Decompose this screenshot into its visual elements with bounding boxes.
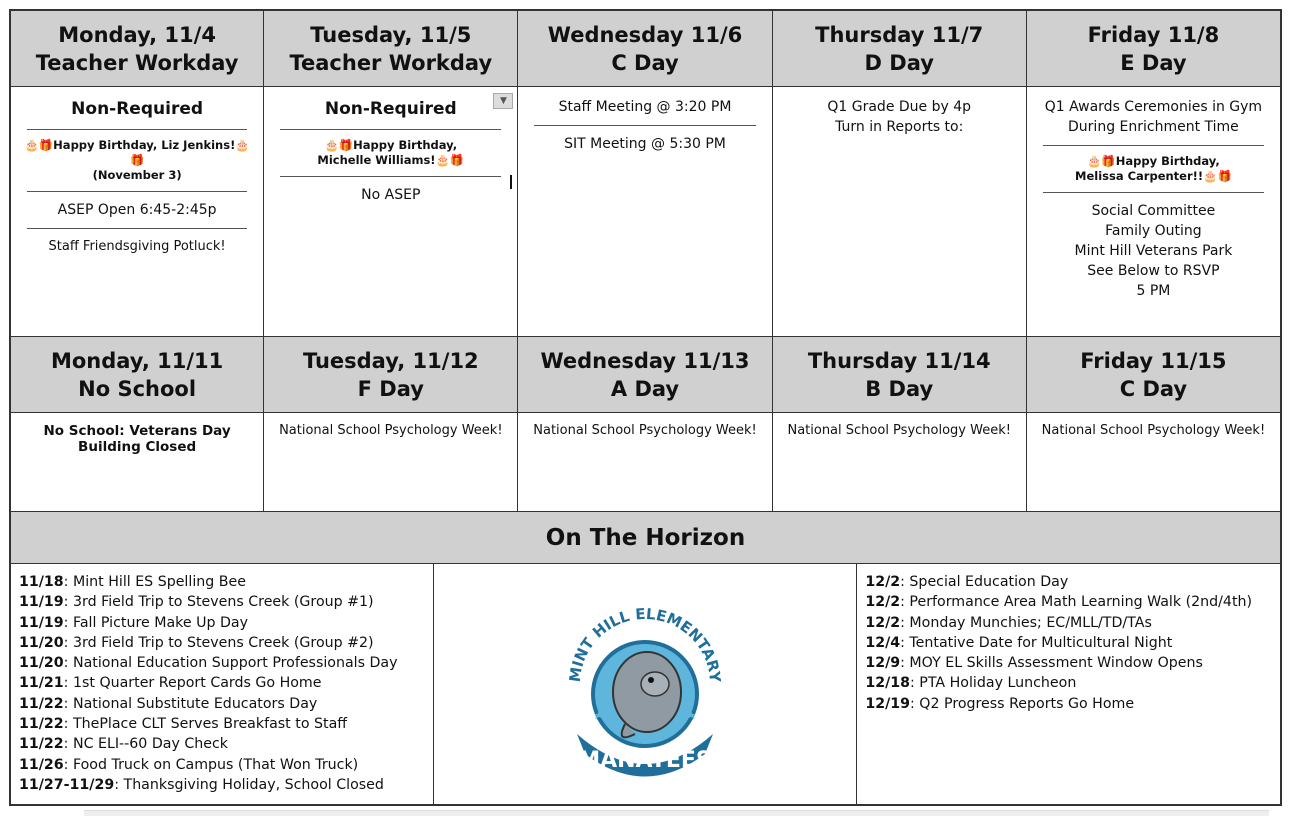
social-line: 5 PM (1136, 283, 1171, 299)
divider (280, 129, 501, 130)
social-line: Social Committee (1091, 203, 1216, 219)
list-item: 11/22: ThePlace CLT Serves Breakfast to Staff (19, 716, 348, 733)
day-header-mon-11-11 (11, 337, 264, 413)
birthday-line: 🎂🎁Happy Birthday, (1087, 154, 1220, 168)
day-cell-fri-11-15[interactable] (1027, 413, 1280, 512)
day-type: C Day (611, 50, 679, 75)
list-item: 11/26: Food Truck on Campus (That Won Truck) (19, 756, 359, 773)
divider (280, 176, 501, 177)
day-cell-mon-11-11[interactable] (11, 413, 264, 512)
horizon-row (11, 564, 1280, 804)
day-date: Thursday 11/7 (815, 22, 984, 47)
divider (534, 125, 755, 126)
social-line: See Below to RSVP (1087, 263, 1220, 279)
list-item: 11/21: 1st Quarter Report Cards Go Home (19, 675, 322, 692)
non-required-label: Non-Required (71, 99, 204, 119)
divider (1043, 145, 1264, 146)
day-cell-thu-11-14[interactable] (773, 413, 1027, 512)
list-item: 12/9: MOY EL Skills Assessment Window Opens (865, 655, 1203, 672)
day-header-fri-11-15 (1027, 337, 1280, 413)
divider (27, 191, 247, 192)
day-header-tue-11-5 (264, 11, 518, 87)
week2-header-row (11, 337, 1280, 413)
dropdown-arrow-icon[interactable]: ▼ (493, 93, 513, 109)
event-text: Turn in Reports to: (835, 119, 964, 135)
day-type: C Day (1119, 376, 1188, 401)
day-type: A Day (610, 376, 680, 401)
list-item: 11/19: 3rd Field Trip to Stevens Creek (Group #1) (19, 594, 374, 611)
list-item: 12/19: Q2 Progress Reports Go Home (865, 695, 1135, 712)
list-item: 11/19: Fall Picture Make Up Day (19, 614, 249, 631)
divider (1043, 192, 1264, 193)
day-type: D Day (864, 50, 934, 75)
day-date: Monday, 11/4 (58, 22, 216, 47)
event-text: National School Psychology Week! (1041, 423, 1266, 438)
divider (27, 129, 247, 130)
social-line: Mint Hill Veterans Park (1074, 243, 1233, 259)
event-text: Q1 Grade Due by 4p (827, 99, 972, 115)
list-item: 12/2: Special Education Day (865, 574, 1069, 590)
day-cell-tue-11-12[interactable] (264, 413, 518, 512)
list-item: 12/4: Tentative Date for Multicultural Night (865, 634, 1173, 651)
day-date: Tuesday, 11/5 (310, 22, 472, 47)
list-item: 11/20: 3rd Field Trip to Stevens Creek (Group #2) (19, 634, 374, 651)
list-item: 12/18: PTA Holiday Luncheon (865, 675, 1077, 692)
horizontal-scrollbar[interactable] (84, 810, 1269, 816)
day-date: Wednesday 11/6 (547, 22, 743, 47)
birthday-line: 🎂🎁Happy Birthday, Liz Jenkins!🎂🎁 (24, 138, 250, 167)
birthday-line: 🎂🎁Happy Birthday, (324, 138, 458, 152)
weekly-calendar-table (9, 9, 1282, 806)
day-cell-thu-11-7[interactable] (773, 87, 1027, 337)
birthday-name: Melissa Carpenter!!🎂🎁 (1075, 169, 1232, 183)
day-type: Teacher Workday (35, 50, 239, 75)
week1-body-row (11, 87, 1280, 337)
list-item: 11/27-11/29: Thanksgiving Holiday, School Closed (19, 776, 384, 793)
day-date: Wednesday 11/13 (540, 348, 750, 373)
list-item: 11/20: National Education Support Professionals Day (19, 655, 398, 672)
day-header-tue-11-12 (264, 337, 518, 413)
day-type: B Day (865, 376, 934, 401)
asep-hours: ASEP Open 6:45-2:45p (57, 202, 217, 218)
day-type: F Day (357, 376, 424, 401)
list-item: 11/18: Mint Hill ES Spelling Bee (19, 574, 246, 590)
event-text: Staff Meeting @ 3:20 PM (558, 99, 732, 115)
list-item: 11/22: National Substitute Educators Day (19, 695, 318, 712)
day-header-thu-11-14 (773, 337, 1027, 413)
manatee-logo-icon (555, 584, 735, 784)
day-date: Tuesday, 11/12 (302, 348, 479, 373)
horizon-right-list[interactable] (857, 564, 1280, 804)
list-item: 12/2: Monday Munchies; EC/MLL/TD/TAs (865, 614, 1152, 631)
asep-status: No ASEP (361, 187, 421, 203)
event-text: Q1 Awards Ceremonies in Gym (1044, 99, 1263, 115)
text-cursor-icon (510, 175, 512, 189)
week2-body-row (11, 413, 1280, 512)
day-date: Monday, 11/11 (50, 348, 224, 373)
svg-text:MANATEES: MANATEES (578, 748, 712, 773)
day-cell-fri-11-8[interactable] (1027, 87, 1280, 337)
day-header-mon-11-4 (11, 11, 264, 87)
divider (27, 228, 247, 229)
week1-header-row (11, 11, 1280, 87)
school-logo-cell (434, 564, 858, 804)
event-text: National School Psychology Week! (279, 423, 503, 438)
non-required-label: Non-Required (324, 99, 457, 119)
day-date: Thursday 11/14 (807, 348, 991, 373)
day-cell-wed-11-6[interactable] (518, 87, 772, 337)
event-text: SIT Meeting @ 5:30 PM (564, 136, 726, 152)
svg-text:MINT HILL ELEMENTARY: MINT HILL ELEMENTARY (565, 604, 725, 684)
event-text: Staff Friendsgiving Potluck! (48, 239, 226, 254)
day-header-wed-11-6 (518, 11, 772, 87)
event-text: National School Psychology Week! (787, 423, 1011, 438)
horizon-left-list[interactable] (11, 564, 434, 804)
day-cell-mon-11-4[interactable] (11, 87, 264, 337)
event-text: No School: Veterans Day (43, 423, 231, 439)
day-header-wed-11-13 (518, 337, 772, 413)
day-type: No School (78, 376, 197, 401)
day-type: E Day (1120, 50, 1187, 75)
day-type: Teacher Workday (289, 50, 493, 75)
list-item: 11/22: NC ELI--60 Day Check (19, 736, 229, 753)
day-cell-wed-11-13[interactable] (518, 413, 772, 512)
day-header-fri-11-8 (1027, 11, 1280, 87)
horizon-title: On The Horizon (11, 512, 1280, 564)
day-cell-tue-11-5[interactable] (264, 87, 518, 337)
birthday-name: Michelle Williams!🎂🎁 (317, 153, 465, 167)
birthday-date: (November 3) (92, 168, 182, 182)
list-item: 12/2: Performance Area Math Learning Walk (2nd/4th) (865, 594, 1253, 611)
event-text: Building Closed (78, 439, 197, 455)
day-header-thu-11-7 (773, 11, 1027, 87)
social-line: Family Outing (1105, 223, 1202, 239)
day-date: Friday 11/15 (1080, 348, 1227, 373)
event-text: National School Psychology Week! (533, 423, 757, 438)
event-text: During Enrichment Time (1068, 119, 1239, 135)
day-date: Friday 11/8 (1087, 22, 1220, 47)
